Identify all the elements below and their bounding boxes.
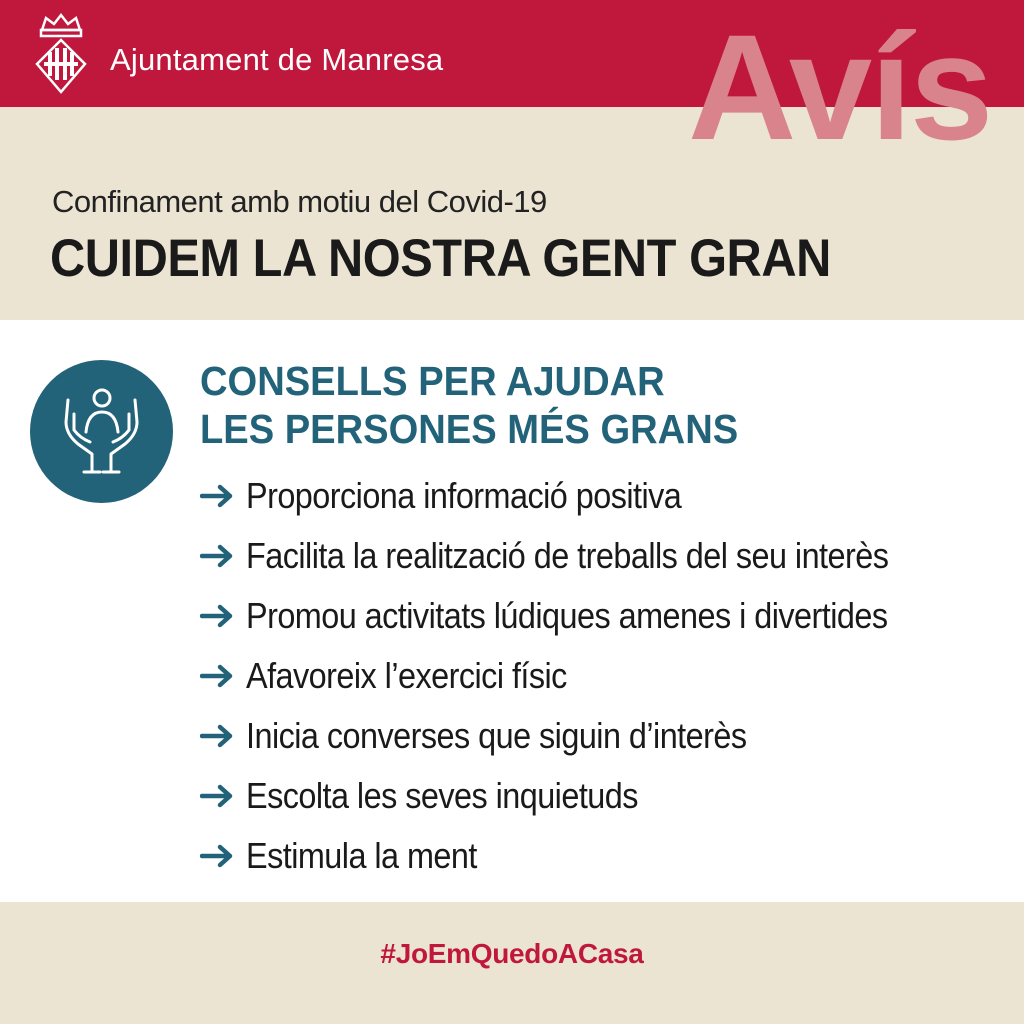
arrow-right-icon bbox=[200, 544, 240, 568]
tips-list bbox=[200, 466, 960, 886]
tip-text: Estimula la ment bbox=[246, 835, 477, 876]
section-heading-line: CONSELLS PER AJUDAR bbox=[200, 358, 665, 404]
list-item bbox=[200, 646, 960, 706]
tip-text: Inicia converses que siguin d’interès bbox=[246, 715, 747, 756]
list-item bbox=[200, 586, 960, 646]
arrow-right-icon bbox=[200, 784, 240, 808]
notice-badge: Avís bbox=[688, 3, 992, 171]
page-title: CUIDEM LA NOSTRA GENT GRAN bbox=[50, 229, 831, 288]
coat-of-arms-icon bbox=[30, 12, 92, 98]
arrow-right-icon bbox=[200, 604, 240, 628]
tip-text: Afavoreix l’exercici físic bbox=[246, 655, 567, 696]
list-item bbox=[200, 766, 960, 826]
tip-text: Escolta les seves inquietuds bbox=[246, 775, 638, 816]
tip-text: Facilita la realització de treballs del seu interès bbox=[246, 535, 889, 576]
list-item bbox=[200, 466, 960, 526]
arrow-right-icon bbox=[200, 844, 240, 868]
org-name: Ajuntament de Manresa bbox=[110, 42, 444, 77]
tip-text: Promou activitats lúdiques amenes i divertides bbox=[246, 595, 888, 636]
tip-text: Proporciona informació positiva bbox=[246, 475, 682, 516]
arrow-right-icon bbox=[200, 484, 240, 508]
list-item bbox=[200, 706, 960, 766]
arrow-right-icon bbox=[200, 664, 240, 688]
section-heading bbox=[200, 357, 738, 453]
subtitle: Confinament amb motiu del Covid-19 bbox=[52, 184, 547, 219]
list-item bbox=[200, 826, 960, 886]
caring-hands-icon bbox=[30, 360, 173, 503]
arrow-right-icon bbox=[200, 724, 240, 748]
hashtag: #JoEmQuedoACasa bbox=[380, 938, 644, 969]
section-heading-line: LES PERSONES MÉS GRANS bbox=[200, 406, 739, 452]
list-item bbox=[200, 526, 960, 586]
